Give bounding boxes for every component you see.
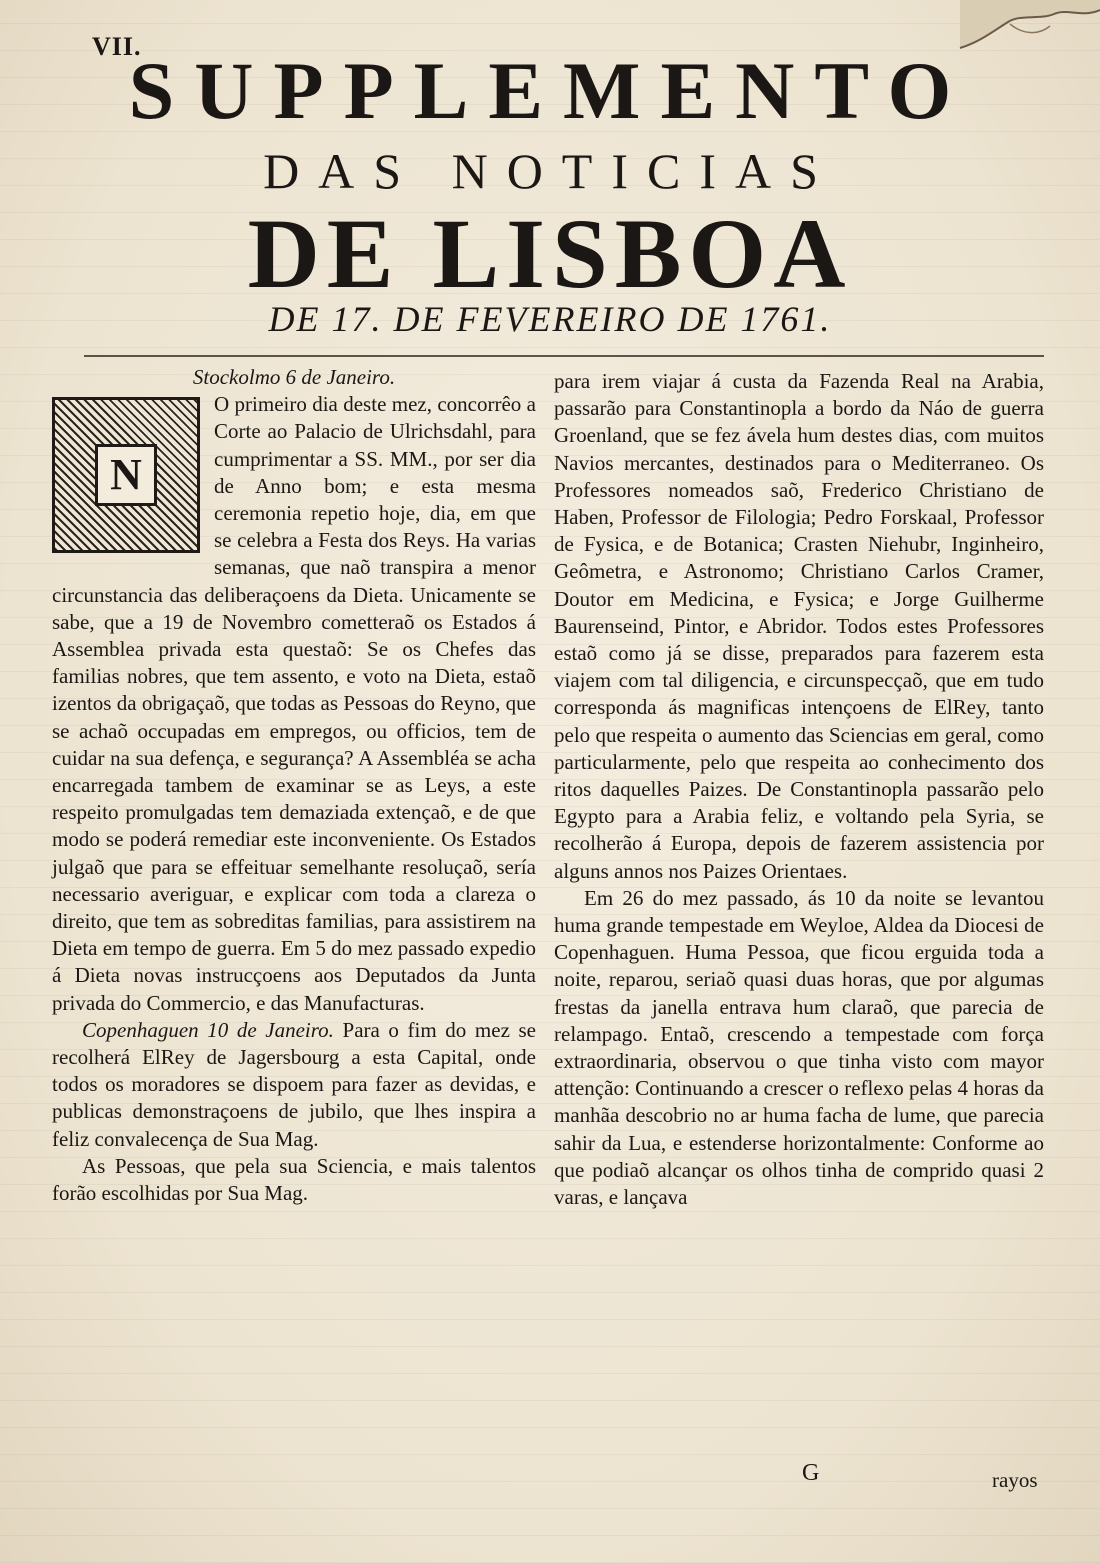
copenhagen-dateline: Copenhaguen 10 de Janeiro. — [82, 1017, 334, 1042]
masthead-title-line2: DAS NOTICIAS — [263, 143, 837, 199]
dropcap-letter: N — [95, 444, 157, 506]
left-column — [52, 364, 536, 1207]
issue-date: DE 17. DE FEVEREIRO DE 1761. — [268, 299, 832, 339]
stockholm-dateline: Stockolmo 6 de Janeiro. — [192, 365, 396, 389]
page-number: VII. — [92, 32, 142, 61]
copenhagen-article — [52, 1017, 536, 1153]
professors-article-continued: para irem viajar á custa da Fazenda Real na Arabia, passarão para Constantinopla a bordo da Náo de guerra Groenland, que se fez ávela hum destes dias, com muitos Navios mercantes, destinados para o Mediterraneo. Os Professores nomeados saõ, Frederico Christiano de Haben, Professor de Filologia; Pedro Forskaal, Professor de Fysica, e de Botanica; Crasten Niehubr, Inginheiro, Geômetra, e Astronomo; Christiano Carlos Cramer, Doutor em Medicina, e Fysica; e Jorge Guilherme Baurenseind, Pintor, e Abridor. Todos estes Professores estaõ como já se disse, preparados para fazerem esta viajem com tal diligencia, e circunspecçaõ, que em tudo corresponda ás magnificas intençoens de ElRey, tanto pelo que respeita o aumento das Sciencias em geral, como particularmente, pelo que respeita ao conhecimento dos ritos daquelles Paizes. De Constantinopla passarão pelo Egypto para a Arabia feliz, e voltando pela Syria, se recolherão á Europa, depois de fazerem assistencia por alguns annos nos Paizes Orientaes. — [554, 369, 1044, 883]
ornamental-initial-icon — [52, 397, 200, 553]
right-column — [554, 368, 1044, 1211]
copenhagen-article-text: Para o fim do mez se recolherá ElRey de Jagersbourg a esta Capital, onde todos os moradores se dispoem para fazer as devidas, e publicas demonstraçoens de jubilo, que lhes inspira a feliz convalecença de Sua Mag. — [52, 1017, 536, 1151]
catchword: rayos — [992, 1468, 1038, 1492]
masthead-title-line3: DE LISBOA — [247, 198, 853, 309]
weyloe-storm-article: Em 26 do mez passado, ás 10 da noite se levantou huma grande tempestade em Weyloe, Aldea da Diocesi de Copenhaguen. Huma Pessoa, que ficou erguida toda a noite, reparou, seriaõ quasi duas horas, que por algumas frestas da janella entrava hum claraõ, que parecia de relampago. Entaõ, crescendo a tempestade com força extraordinaria, observou o que tinha visto com mayor attenção: Continuando a crescer o reflexo pelas 4 horas da manhãa descobrio no ar huma facha de lume, que parecia sahir da Lua, e estenderse horizontalmente: Conforme ao que podiaõ alcançar os olhos tinha de comprido quasi 2 varas, e lançava — [554, 885, 1044, 1210]
stockholm-article: O primeiro dia deste mez, concorrêo a Corte ao Palacio de Ulrichsdahl, para cumprimentar a SS. MM., por ser dia de Anno bom; e esta mesma ceremonia repetio hoje, dia, em que se celebra a Festa dos Reys. Ha varias semanas, que naõ transpira a menor circunstancia das deliberaçoens da Dieta. Unicamente se sabe, que a 19 de Novembro cometteraõ os Estados á Assemblea privada esta questaõ: Se os Chefes das familias nobres, que tem assento, e voto na Dieta, estaõ izentos da obrigaçaõ, que todas as Pessoas do Reyno, que se achaõ occupadas em empregos, ou officios, tem de cuidar na sua defença, e segurança? A Assembléa se acha encarregada tambem de examinar se as Leys, a este respeito promulgadas tem demaziada extençaõ, e de que modo se poderá remediar este inconveniente. Os Estados julgaõ que para se effeituar semelhante resoluçaõ, sería necessario averiguar, e explicar com toda a clareza o direito, que tem as sobreditas familias, para assistirem na Dieta em tempo de guerra. Em 5 do mez passado expedio á Dieta novas instrucçoens aos Deputados da Junta privada do Commercio, e das Manufacturas. — [52, 392, 536, 1015]
professors-article-start: As Pessoas, que pela sua Sciencia, e mais talentos forão escolhidas por Sua Mag. — [52, 1153, 536, 1206]
masthead-title-line1: SUPPLEMENTO — [128, 45, 972, 136]
signature-mark: G — [802, 1460, 820, 1486]
header-rule — [84, 355, 1044, 357]
